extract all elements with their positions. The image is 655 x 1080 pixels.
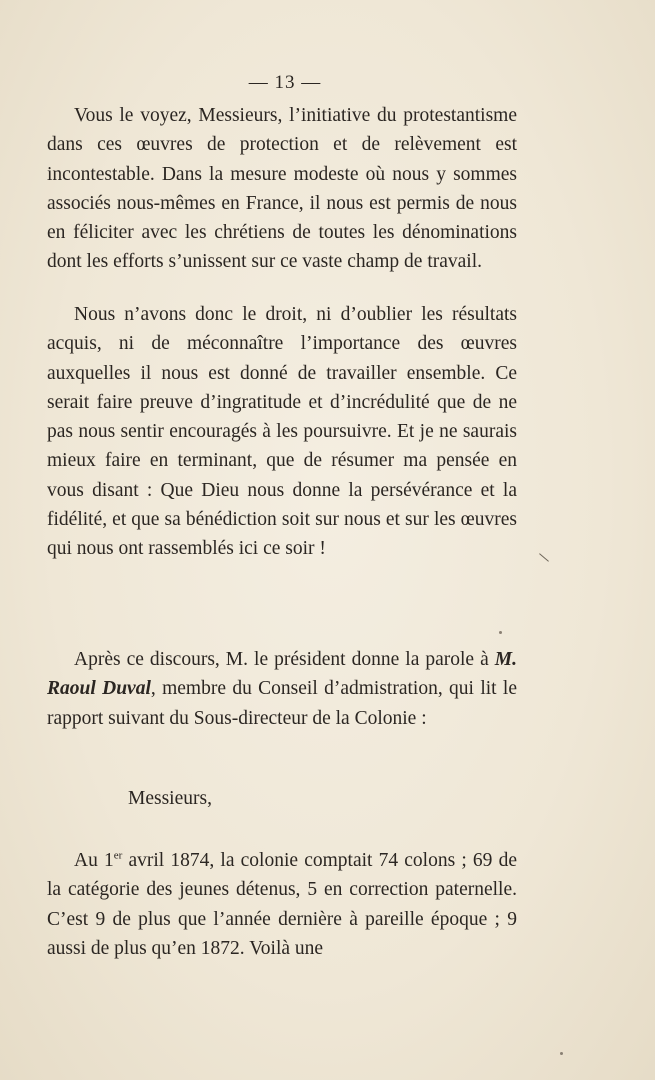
ink-speck — [499, 631, 502, 634]
paragraph-3 — [47, 645, 517, 733]
page-number: — 13 — — [248, 72, 322, 93]
speaker-name: M. Raoul Duval — [47, 649, 517, 700]
paragraph-4-after: avril 1874, la colonie comptait 74 colons ; 69 de la catégorie des jeunes détenus, 5 en correction paternelle. C’est 9 de plus que l’année dernière à pareille époque ; 9 aussi de plus qu’en 1872. Voilà une — [47, 850, 517, 959]
paragraph-1-text: Vous le voyez, Messieurs, l’initiative du protestantisme dans ces œuvres de protection et de relèvement est incontestable. Dans la mesure modeste où nous y sommes associés nous-mêmes en France, il nous est permis de nous en féliciter avec les chrétiens de toutes les dénominations dont les efforts s’unissent sur ce vaste champ de travail. — [47, 105, 517, 273]
paragraph-4-before: Au 1 — [74, 850, 114, 871]
ordinal-suffix: er — [113, 849, 123, 862]
paragraph-3-after: , membre du Conseil d’admistration, qui lit le rapport suivant du Sous-directeur de la Colonie : — [47, 678, 517, 729]
salutation: Messieurs, — [128, 788, 212, 809]
paragraph-2-text: Nous n’avons donc le droit, ni d’oublier les résultats acquis, ni de méconnaître l’importance des œuvres auxquelles il nous est donné de travailler ensemble. Ce serait faire preuve d’ingratitude et d’incrédulité que de ne pas nous sentir encouragés à les poursuivre. Et je ne saurais mieux faire en terminant, que de résumer ma pensée en vous disant : Que Dieu nous donne la persévérance et la fidélité, et que sa bénédiction soit sur nous et sur les œuvres qui nous ont rassemblés ici ce soir ! — [47, 304, 517, 560]
ink-speck — [560, 1052, 563, 1055]
margin-mark — [539, 553, 549, 561]
paragraph-4 — [47, 846, 517, 963]
paragraph-3-before: Après ce discours, M. le président donne la parole à — [74, 649, 495, 670]
paragraph-2 — [47, 300, 517, 564]
paragraph-1 — [47, 101, 517, 277]
